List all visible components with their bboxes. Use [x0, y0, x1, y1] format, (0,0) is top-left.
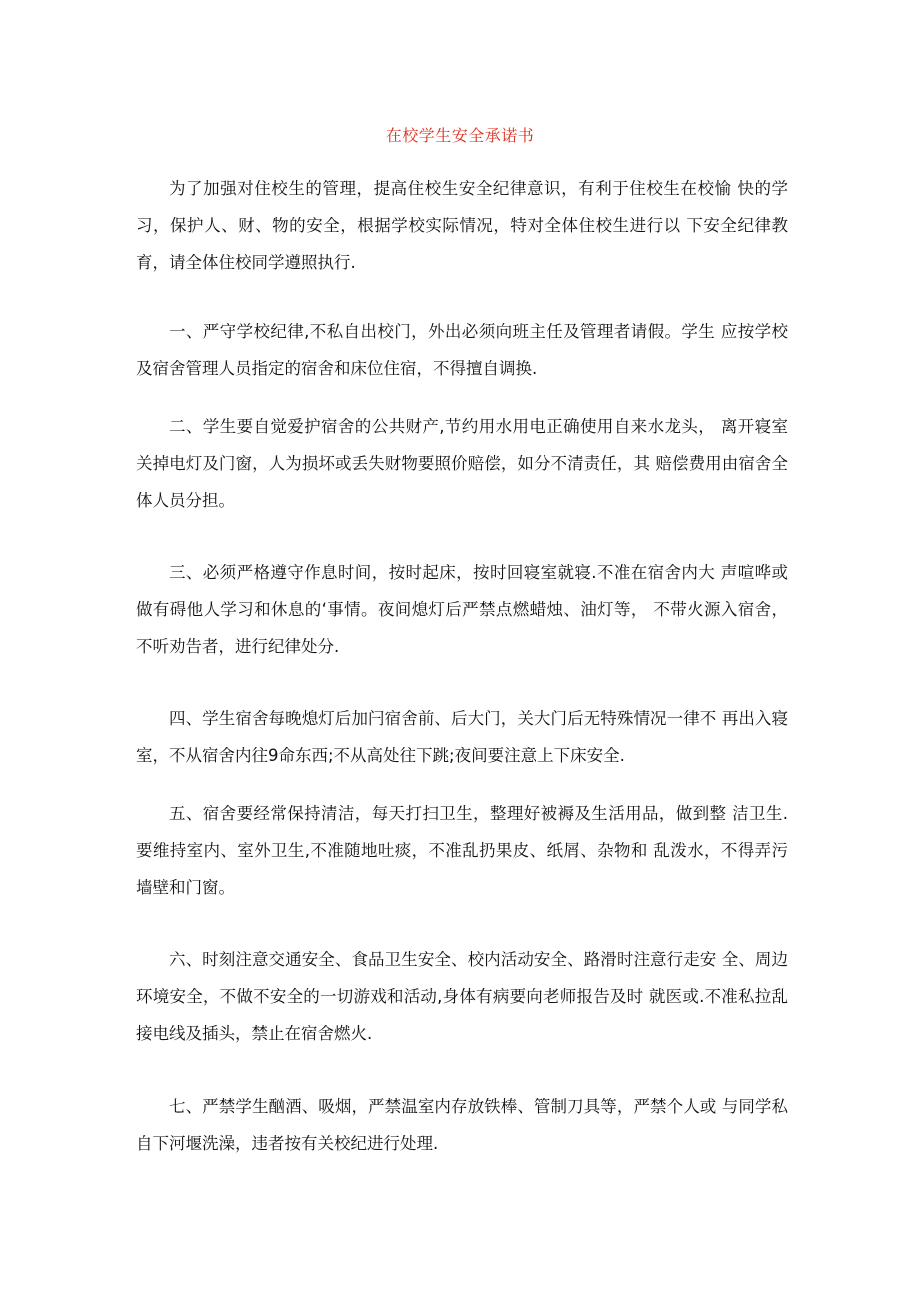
intro-paragraph: 为了加强对住校生的管理，提高住校生安全纪律意识，有利于住校生在校愉 快的学习，保护人、财、物的安全，根据学校实际情况，特对全体住校生进行以 下安全纪律教育，请全体住校同学遵照执行.: [136, 179, 788, 272]
rule-paragraph-6: 六、时刻注意交通安全、食品卫生安全、校内活动安全、路滑时注意行走安 全、周边环境安全，不做不安全的一切游戏和活动,身体有病要向老师报告及时 就医或.不准私拉乱接电线及插头，禁止在宿舍燃火.: [136, 950, 788, 1043]
rule-paragraph-5: 五、宿舍要经常保持清洁，每天打扫卫生，整理好被褥及生活用品，做到整 洁卫生.要维持室内、室外卫生,不准随地吐痰，不准乱扔果皮、纸屑、杂物和 乱泼水，不得弄污墙壁和门窗。: [136, 804, 788, 897]
rule-paragraph-2: 二、学生要自觉爱护宿舍的公共财产,节约用水用电正确使用自来水龙头， 离开寝室关掉电灯及门窗，人为损坏或丢失财物要照价赔偿，如分不清责任，其 赔偿费用由宿舍全体人员分担。: [136, 417, 788, 510]
rule-paragraph-7: 七、严禁学生酗酒、吸烟，严禁温室内存放铁棒、管制刀具等，严禁个人或 与同学私自下河堰洗澡，违者按有关校纪进行处理.: [136, 1097, 788, 1153]
rule-paragraph-1: 一、严守学校纪律,不私自出校门，外出必须向班主任及管理者请假。学生 应按学校及宿舍管理人员指定的宿舍和床位住宿，不得擅自调换.: [136, 322, 788, 378]
rule-paragraph-3: 三、必须严格遵守作息时间，按时起床，按时回寝室就寝.不准在宿舍内大 声喧哗或做有碍他人学习和休息的‘事情。夜间熄灯后严禁点燃蜡烛、油灯等， 不带火源入宿舍，不听劝告者，进行纪律处分.: [136, 563, 788, 656]
rule-paragraph-4: 四、学生宿舍每晚熄灯后加闩宿舍前、后大门，关大门后无特殊情况一律不 再出入寝室，不从宿舍内往9命东西;不从高处往下跳;夜间要注意上下床安全.: [136, 709, 788, 765]
document-title: 在校学生安全承诺书: [385, 126, 535, 145]
